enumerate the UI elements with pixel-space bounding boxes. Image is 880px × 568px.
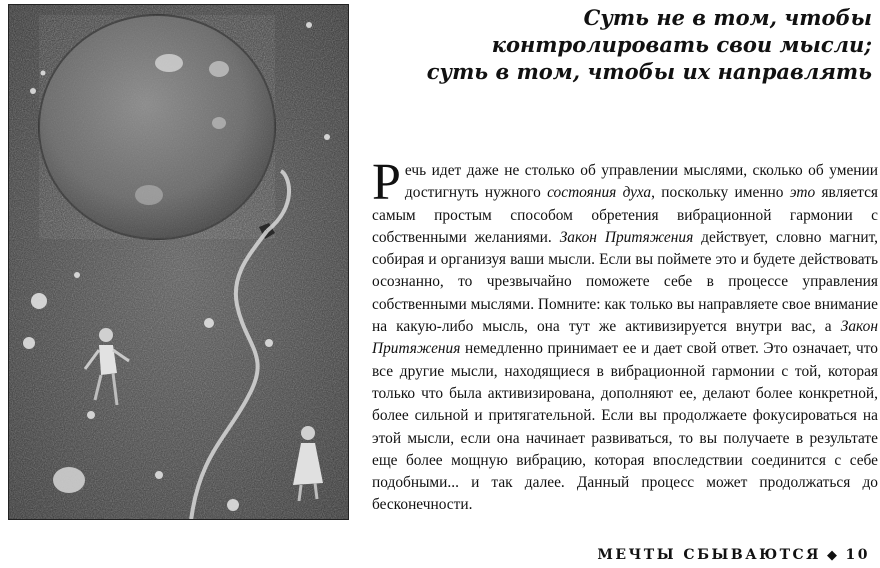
drop-cap: Р (372, 154, 401, 211)
book-title: МЕЧТЫ СБЫВАЮТСЯ (597, 547, 822, 563)
chapter-heading (360, 4, 872, 85)
body-text-3: является самым простым способом обретения вибрационной гармонии с собственными желаниями. (372, 184, 879, 246)
heading-line-1: Суть не в том, чтобы (583, 5, 872, 30)
body-italic-3: Закон Притяжения (559, 228, 694, 246)
illustration-balloon (8, 4, 349, 520)
page-number: 10 (845, 547, 870, 563)
body-text-4: действует, словно магнит, собирая и организуя ваши мысли. Если вы поймете это и будете действовать осознанно, то чрезвычайно поможете себе в процессе управления собственными мыслями. Помните: как только вы направляете свое внимание на какую-либо мысль, она тут же активизируется внутри вас, а (372, 228, 878, 336)
body-italic-4: Закон Притяжения (372, 318, 878, 358)
body-text-2: , поскольку именно (651, 184, 790, 202)
balloon-night-scene (9, 5, 349, 520)
body-text-5: немедленно принимает ее и дает свой ответ. Это означает, что все другие мысли, находящиеся в вибрационной гармонии с той, которая только что была активизирована, дополняют ее, делают более конкретной, более сильной и притягательной. Если вы продолжаете фокусироваться на этой мысли, если она начинает развиваться, то вы получаете в результате еще более мощную вибрацию, которая впоследствии соединится с себе подобными... и так далее. Данный процесс может продолжаться до бесконечности. (372, 340, 878, 514)
body-italic-1: состояния духа (547, 184, 652, 202)
body-paragraph (372, 154, 879, 517)
body-italic-2: это (789, 184, 816, 202)
running-footer (597, 547, 870, 563)
diamond-icon: ◆ (827, 548, 840, 563)
heading-line-3: суть в том, чтобы их направлять (426, 59, 872, 84)
body-text-1: ечь идет даже не столько об управлении мыслями, сколько об умении достигнуть нужного (404, 162, 878, 202)
heading-line-2: контролировать свои мысли; (491, 32, 872, 57)
